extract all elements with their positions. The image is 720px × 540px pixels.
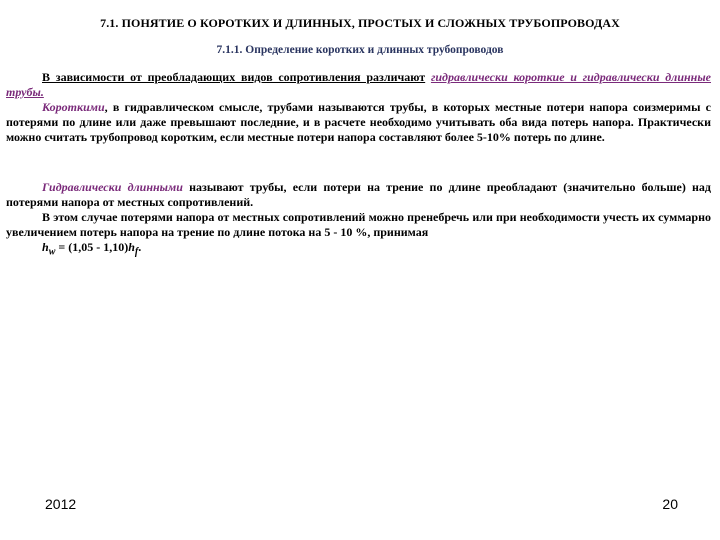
intro-text: В зависимости от преобладающих видов сопротивления различают bbox=[42, 70, 426, 84]
section-subtitle: 7.1.1. Определение коротких и длинных трубопроводов bbox=[216, 44, 504, 56]
paragraph-long-pipes bbox=[6, 180, 711, 259]
page-title: 7.1. ПОНЯТИЕ О КОРОТКИХ И ДЛИННЫХ, ПРОСТЫХ И СЛОЖНЫХ ТРУБОПРОВОДАХ bbox=[100, 16, 620, 30]
long-term: Гидравлически длинными bbox=[42, 180, 183, 194]
intro-emphasis: гидравлически короткие и гидравлически длинные трубы. bbox=[6, 70, 711, 99]
long-definition: называют трубы, если потери на трение по длине преобладают (значительно больше) над потерями напора от местных сопротивлений. bbox=[6, 180, 712, 209]
paragraph-short-pipes bbox=[6, 70, 711, 145]
formula: $h_w = (1,05 - 1,10)h_f$. bbox=[42, 240, 142, 258]
short-term: Короткими bbox=[42, 100, 105, 114]
page-number: 20 bbox=[662, 496, 678, 512]
footer-year: 2012 bbox=[45, 496, 77, 512]
short-definition: , в гидравлическом смысле, трубами называются трубы, в которых местные потери напора соизмеримы с потерями по длине или даже превышают последние, и в расчете необходимо учитывать оба вида потерь напора. Практически можно считать трубопровод коротким, если местные потери напора составляют более 5-10% потерь по длине. bbox=[6, 100, 711, 144]
case-text: В этом случае потерями напора от местных сопротивлений можно пренебречь или при необходимости учесть их суммарно увеличением потерь напора на трение по длине потока на 5 - 10 %, принимая bbox=[6, 210, 711, 239]
